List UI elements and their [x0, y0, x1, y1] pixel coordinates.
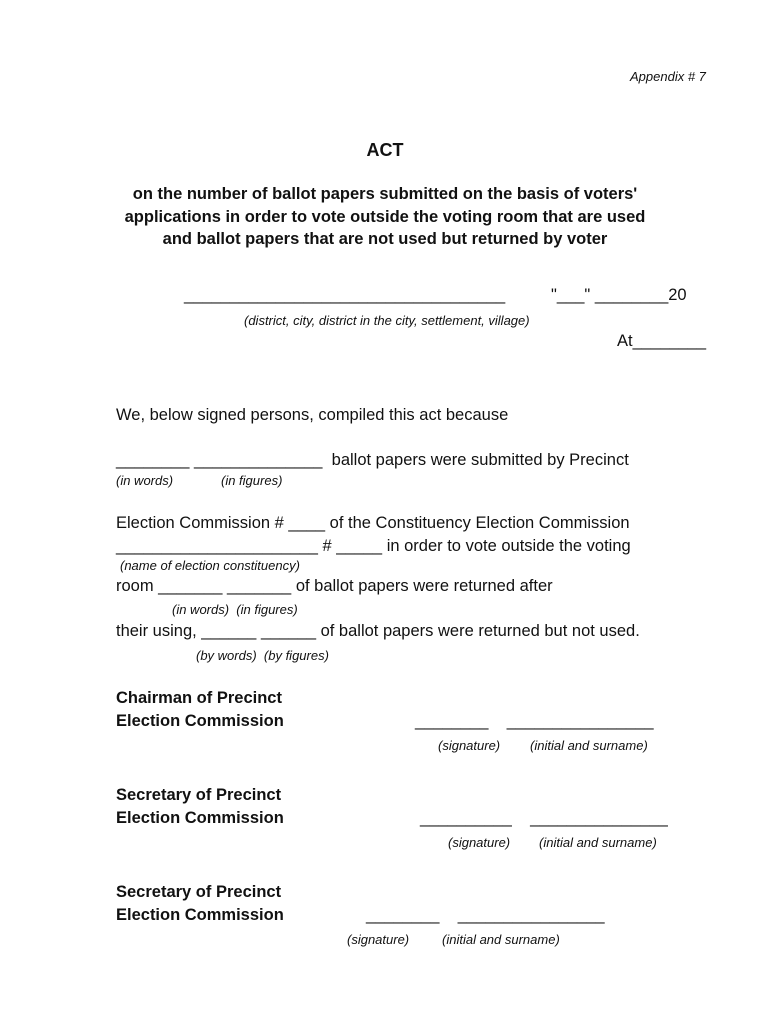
returned-caption: (in words) (in figures): [172, 602, 298, 617]
document-heading: ACT: [366, 140, 404, 160]
chairman-name-caption: (initial and surname): [530, 738, 648, 753]
secretary-2-signature-caption: (signature): [347, 932, 410, 947]
unused-caption: (by words) (by figures): [196, 648, 329, 663]
document-title-line-3: and ballot papers that are not used but returned by voter: [162, 230, 608, 248]
document-title-line-1: on the number of ballot papers submitted on the basis of voters': [132, 185, 638, 203]
constituency-line: ______________________ # _____ in order to vote outside the voting: [116, 537, 631, 555]
chairman-title-line-2: Election Commission: [116, 712, 284, 730]
secretary-1-title-line-1: Secretary of Precinct: [116, 786, 282, 804]
intro-text: We, below signed persons, compiled this act because: [116, 406, 509, 424]
at-line: At________: [617, 332, 707, 350]
place-blank: ___________________________________: [184, 286, 506, 304]
secretary-1-signature-caption: (signature): [448, 835, 511, 850]
secretary-1-name-caption: (initial and surname): [539, 835, 657, 850]
secretary-2-signature-blanks: ________ ________________: [366, 906, 605, 924]
unused-line: their using, ______ ______ of ballot papers were returned but not used.: [116, 622, 640, 640]
date-blank: "___" ________20: [551, 286, 687, 304]
submitted-words-caption: (in words): [116, 473, 174, 488]
secretary-2-title-line-1: Secretary of Precinct: [116, 883, 282, 901]
document-title-line-2: applications in order to vote outside the voting room that are used: [124, 208, 646, 226]
chairman-signature-caption: (signature): [438, 738, 501, 753]
returned-line: room _______ _______ of ballot papers were returned after: [116, 577, 553, 595]
secretary-1-signature-blanks: __________ _______________: [420, 809, 668, 827]
submitted-figures-caption: (in figures): [221, 473, 283, 488]
place-caption: (district, city, district in the city, settlement, village): [244, 313, 530, 328]
submitted-line: ________ ______________ ballot papers were submitted by Precinct: [116, 451, 629, 469]
commission-line: Election Commission # ____ of the Constituency Election Commission: [116, 514, 630, 532]
constituency-caption: (name of election constituency): [120, 558, 300, 573]
secretary-2-title-line-2: Election Commission: [116, 906, 284, 924]
chairman-title-line-1: Chairman of Precinct: [116, 689, 282, 707]
appendix-label: Appendix # 7: [630, 69, 706, 84]
secretary-1-title-line-2: Election Commission: [116, 809, 284, 827]
chairman-signature-blanks: ________ ________________: [415, 712, 654, 730]
secretary-2-name-caption: (initial and surname): [442, 932, 560, 947]
